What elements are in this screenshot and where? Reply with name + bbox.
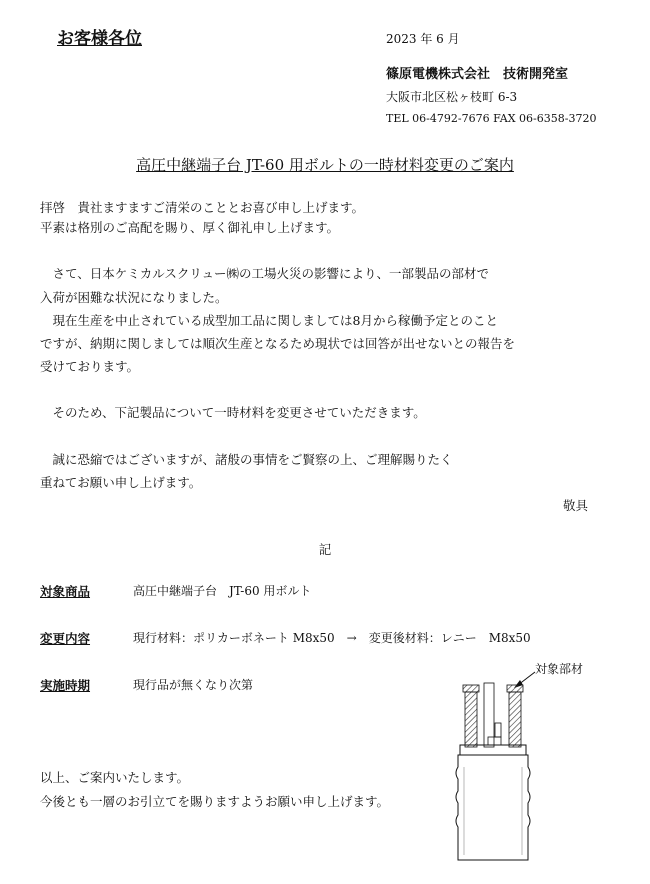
timing-value: 現行品が無くなり次第 <box>133 678 254 692</box>
timing-label: 実施時期 <box>40 678 91 693</box>
addressee: お客様各位 <box>57 29 142 49</box>
change-label: 変更内容 <box>40 631 91 646</box>
notice-title: 高圧中継端子台 JT-60 用ボルトの一時材料変更のご案内 <box>136 156 514 174</box>
company-address: 大阪市北区松ヶ枝町 6-3 <box>386 90 518 104</box>
body-line: 受けております。 <box>40 359 140 374</box>
footer-line: 今後とも一層のお引立てを賜りますようお願い申し上げます。 <box>40 794 390 809</box>
body-line: ですが、納期に関しましては順次生産となるため現状では回答が出せないとの報告を <box>40 336 516 351</box>
footer-line: 以上、ご案内いたします。 <box>40 770 190 785</box>
body-line: 現在生産を中止されている成型加工品に関しましては8月から稼働予定とのこと <box>40 313 498 328</box>
body-line: そのため、下記製品について一時材料を変更させていただきます。 <box>40 405 426 420</box>
company-name: 篠原電機株式会社 技術開発室 <box>386 67 569 82</box>
body-line: さて、日本ケミカルスクリュー㈱の工場火災の影響により、一部製品の部材で <box>40 266 490 281</box>
ki-heading: 記 <box>318 542 332 557</box>
bolt-figure <box>440 655 590 867</box>
callout-label: 対象部材 <box>535 662 584 676</box>
greeting-line: 平素は格別のご高配を賜り、厚く御礼申し上げます。 <box>40 220 340 235</box>
product-label: 対象商品 <box>40 584 91 599</box>
body-line: 誠に恐縮ではございますが、諸般の事情をご賢察の上、ご理解賜りたく <box>40 452 453 467</box>
company-contact: TEL 06-4792-7676 FAX 06-6358-3720 <box>386 112 597 125</box>
greeting-line: 拝啓 貴社ますますご清栄のこととお喜び申し上げます。 <box>40 200 365 215</box>
body-line: 入荷が困難な状況になりました。 <box>40 290 228 305</box>
closing-keigu: 敬具 <box>562 498 588 513</box>
product-value: 高圧中継端子台 JT-60 用ボルト <box>133 584 312 598</box>
change-value: 現行材料：ポリカーボネート M8x50 → 変更後材料：レニー M8x50 <box>133 631 531 645</box>
issue-date: 2023 年 6 月 <box>386 32 460 46</box>
body-line: 重ねてお願い申し上げます。 <box>40 475 202 490</box>
